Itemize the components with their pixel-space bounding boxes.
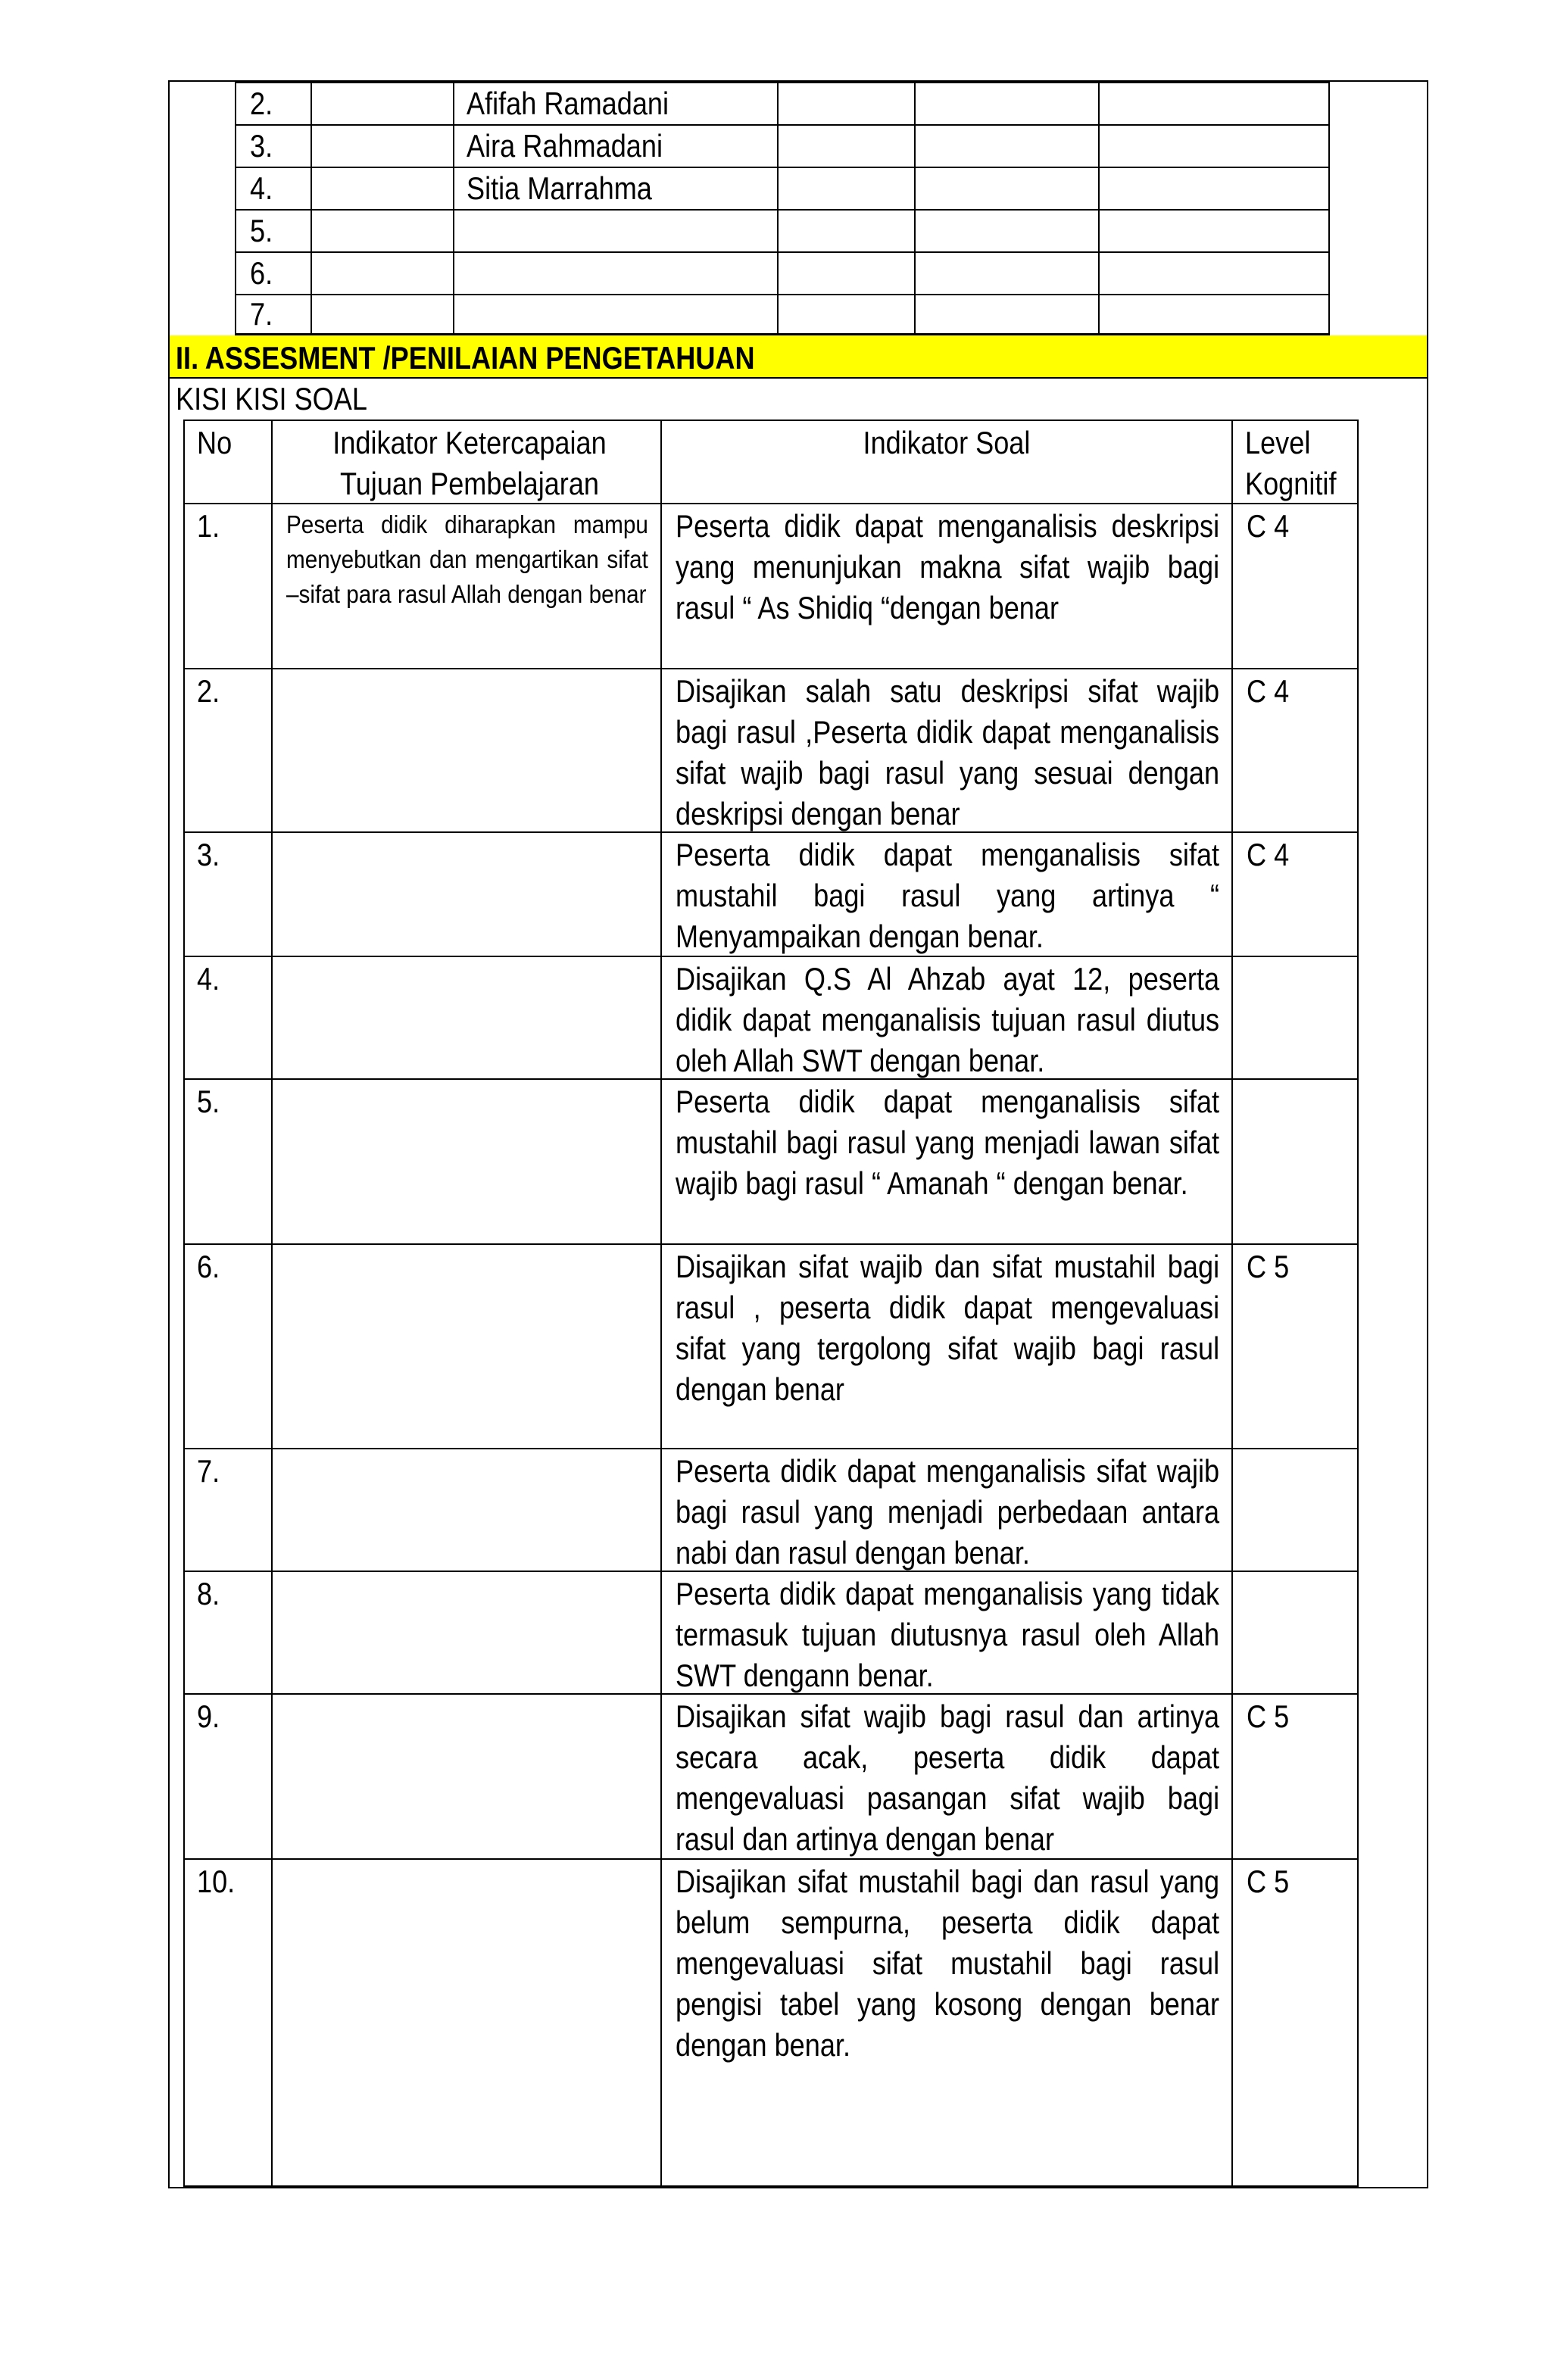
member-no: 3. [250,128,273,164]
row-level: C 5 [1247,1864,1290,1899]
member-name: Aira Rahmadani [467,128,663,164]
header-indikator-tp [326,423,613,504]
member-name: Sitia Marrahma [467,170,652,206]
header-indikator-soal [703,423,1190,463]
row-indikator-soal: Peserta didik dapat menganalisis sifat wajib bagi rasul yang menjadi perbedaan antara nabi dan rasul dengan benar. [676,1453,1220,1571]
row-level: C 4 [1247,508,1290,544]
row-no: 1. [197,508,220,544]
header-indikator-tp-text: Indikator Ketercapaian Tujuan Pembelajaran [332,425,607,501]
row-level: C 5 [1247,1249,1290,1284]
outer-frame-right [1427,80,1428,2188]
row-indikator-soal: Disajikan salah satu deskripsi sifat wajib bagi rasul ,Peserta didik dapat menganalisis sifat wajib bagi rasul yang sesuai dengan deskripsi dengan benar [676,673,1220,831]
outer-frame-left [168,80,170,2188]
row-level: C 5 [1247,1698,1290,1734]
row-no: 6. [197,1249,220,1284]
header-no: No [197,425,232,460]
member-no: 4. [250,170,273,206]
row-indikator-soal: Disajikan sifat wajib dan sifat mustahil bagi rasul , peserta didik dapat mengevaluasi sifat yang tergolong sifat wajib bagi rasul dengan benar [676,1249,1220,1407]
row-no: 8. [197,1576,220,1611]
row-no: 7. [197,1453,220,1489]
row-indikator-soal: Disajikan Q.S Al Ahzab ayat 12, peserta didik dapat menganalisis tujuan rasul diutus oleh Allah SWT dengan benar. [676,961,1220,1078]
row-indikator-soal: Peserta didik dapat menganalisis sifat mustahil bagi rasul yang artinya “ Menyampaikan dengan benar. [676,837,1220,954]
row-no: 9. [197,1698,220,1734]
row-no: 4. [197,961,220,997]
kisi-title: KISI KISI SOAL [176,381,367,416]
member-no: 7. [250,296,273,332]
row-indikator-soal: Peserta didik dapat menganalisis sifat mustahil bagi rasul yang menjadi lawan sifat wajib bagi rasul “ Amanah “ dengan benar. [676,1084,1220,1201]
row-no: 3. [197,837,220,872]
row-no: 5. [197,1084,220,1119]
member-name: Afifah Ramadani [467,86,669,121]
row-indikator-soal: Disajikan sifat wajib bagi rasul dan artinya secara acak, peserta didik dapat mengevaluasi pasangan sifat wajib bagi rasul dan artinya dengan benar [676,1698,1220,1857]
row-no: 10. [197,1864,236,1899]
member-no: 2. [250,86,273,121]
header-level-text: Level Kognitif [1245,425,1337,501]
member-no: 6. [250,255,273,291]
row-indikator-soal: Peserta didik dapat menganalisis deskripsi yang menunjukan makna sifat wajib bagi rasul “ As Shidiq “dengan benar [676,508,1220,625]
row-indikator-tp: Peserta didik diharapkan mampu menyebutkan dan mengartikan sifat –sifat para rasul Allah dengan benar [286,510,648,608]
row-level: C 4 [1247,673,1290,709]
row-no: 2. [197,673,220,709]
header-indikator-soal-text: Indikator Soal [863,425,1031,460]
row-indikator-soal: Disajikan sifat mustahil bagi dan rasul yang belum sempurna, peserta didik dapat mengevaluasi sifat mustahil bagi rasul pengisi tabel yang kosong dengan benar dengan benar. [676,1864,1220,2063]
header-level [1245,423,1343,504]
row-level: C 4 [1247,837,1290,872]
row-indikator-soal: Peserta didik dapat menganalisis yang tidak termasuk tujuan diutusnya rasul oleh Allah SWT dengann benar. [676,1576,1220,1693]
section-heading: II. ASSESMENT /PENILAIAN PENGETAHUAN [176,340,755,376]
member-no: 5. [250,213,273,248]
